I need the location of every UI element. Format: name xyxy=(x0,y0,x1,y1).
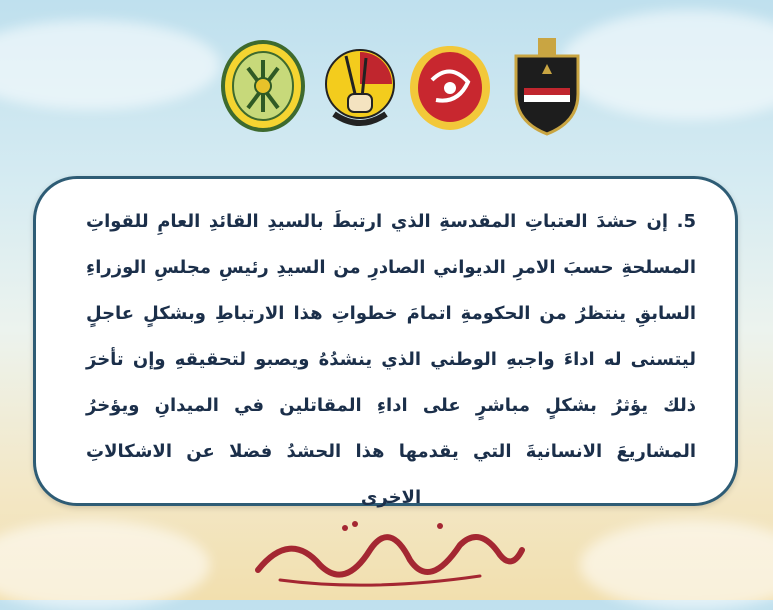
green-yellow-emblem-icon xyxy=(218,38,308,134)
background-cloud xyxy=(580,520,773,610)
raised-fist-emblem-icon xyxy=(322,46,398,130)
statement-card xyxy=(33,176,738,506)
hashd-al-atabat-emblem-icon xyxy=(508,38,586,136)
statement-text: 5. إن حشدَ العتباتِ المقدسةِ الذي ارتبطَ بالسيدِ القائدِ العامِ للقواتِ المسلحةِ حسبَ الامرِ الديواني الصادرِ من السيدِ رئيسِ مجلسِ الوزراءِ السابقِ ينتظرُ من الحكومةِ اتمامَ خطواتِ هذا الارتباطِ وبشكلٍ عاجلٍ ليتسنى له اداءَ واجبهِ الوطني الذي ينشدُهُ ويصبو لتحقيقهِ وإن تأخرَ ذلك يؤثرُ بشكلٍ مباشرٍ على اداءِ المقاتلين في الميدانِ ويؤخرُ المشاريعَ الانسانيةَ التي يقدمها هذا الحشدُ فضلا عن الاشكالاتِ الاخرى xyxy=(86,211,696,508)
hashd-calligraphy-logo xyxy=(250,510,530,595)
red-calligraphy-emblem-icon xyxy=(404,42,496,134)
logo-strip xyxy=(0,38,773,138)
background-cloud xyxy=(0,520,210,610)
